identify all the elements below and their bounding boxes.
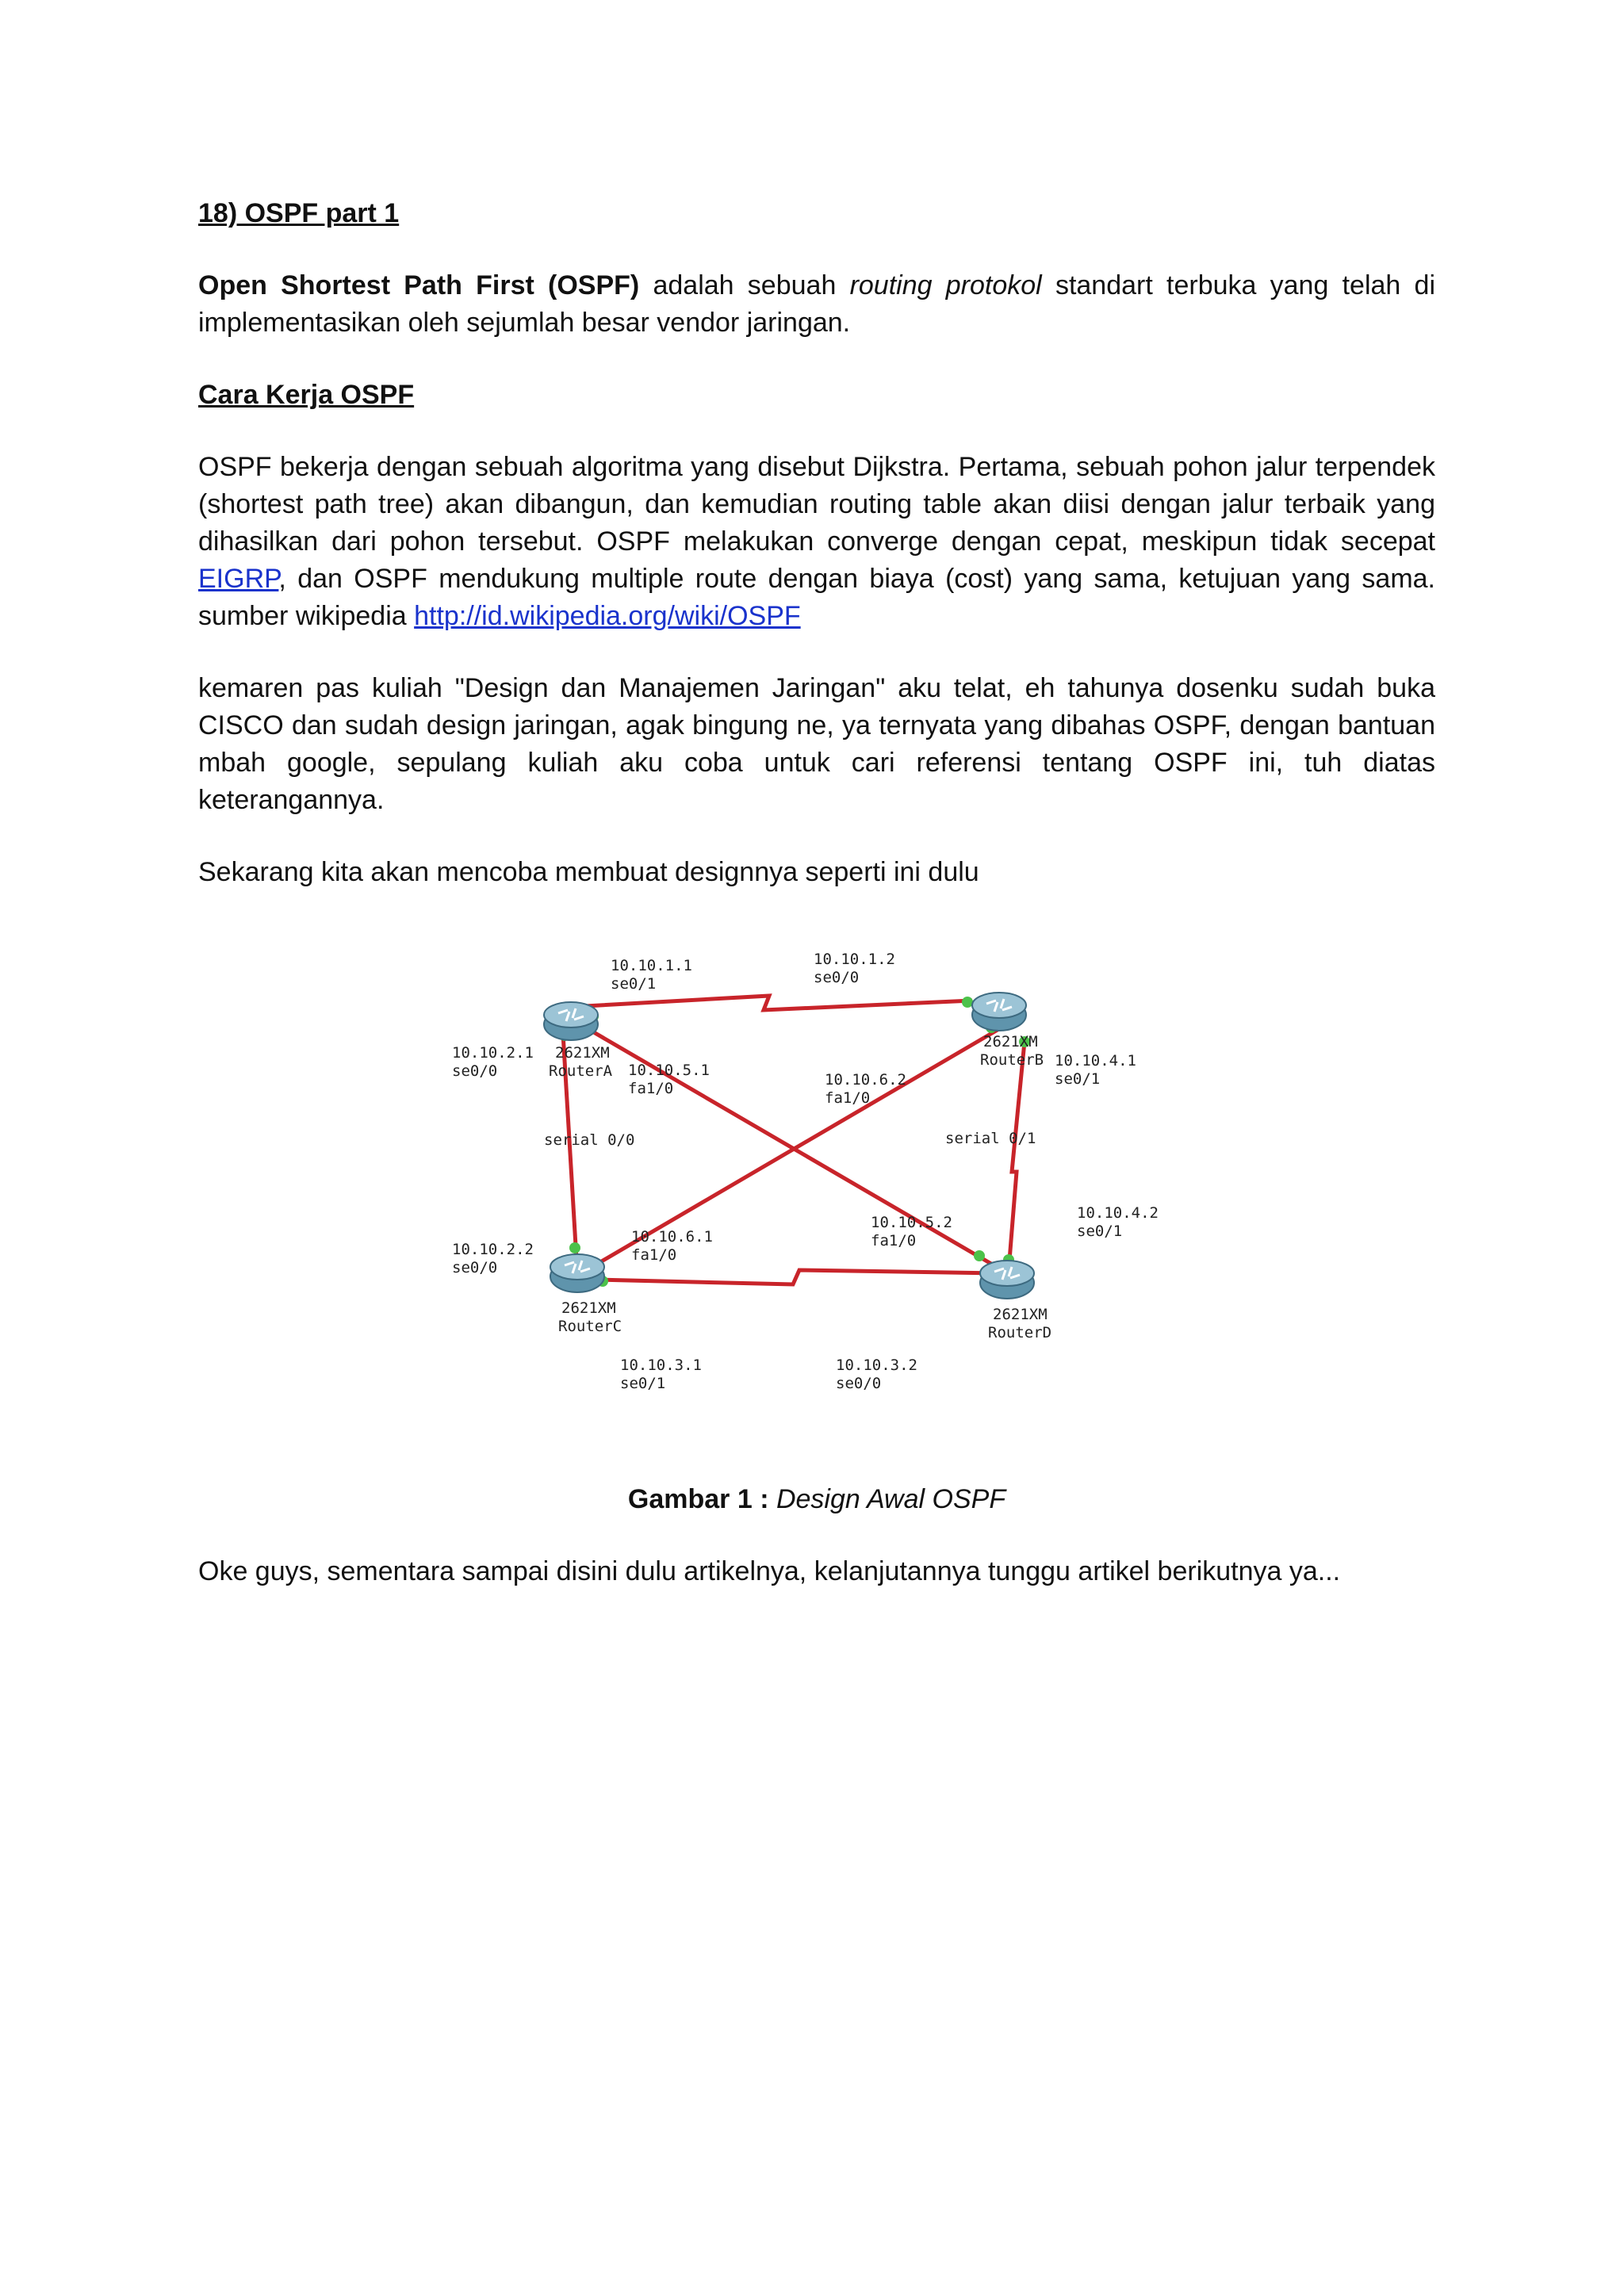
router-c-model: 2621XM xyxy=(561,1299,616,1317)
figure-caption xyxy=(198,1481,1435,1518)
ip-label: 10.10.3.2 xyxy=(836,1357,917,1374)
story-paragraph: kemaren pas kuliah "Design dan Manajemen Jaringan" aku telat, eh tahunya dosenku sudah buka CISCO dan sudah design jaringan, agak bingung ne, ya ternyata yang dibahas OSPF, dengan bantuan mbah google, sepulang kuliah aku coba untuk cari referensi tentang OSPF ini, tuh diatas keterangannya. xyxy=(198,673,1435,815)
router-a-model: 2621XM xyxy=(555,1044,610,1062)
port-dot xyxy=(569,1242,580,1253)
routing-protocol-term: routing protokol xyxy=(849,270,1042,300)
router-d-model: 2621XM xyxy=(993,1306,1048,1323)
network-figure xyxy=(198,939,1435,1462)
ip-label: 10.10.6.1 xyxy=(631,1228,713,1246)
router-b[interactable] xyxy=(972,993,1026,1031)
interface-label: se0/1 xyxy=(1055,1070,1101,1088)
intro-text-2: standart terbuka yang telah di implementasikan oleh sejumlah besar vendor jaringan. xyxy=(198,270,1435,338)
document-page xyxy=(198,195,1435,1625)
interface-label: se0/0 xyxy=(452,1259,498,1276)
interface-label: se0/0 xyxy=(814,969,860,986)
link-label: serial 0/0 xyxy=(544,1131,635,1149)
router-icon-top xyxy=(972,993,1026,1018)
eigrp-link[interactable]: EIGRP xyxy=(198,564,279,594)
ospf-term: Open Shortest Path First (OSPF) xyxy=(198,270,640,300)
caption-number: Gambar 1 : xyxy=(627,1484,776,1514)
how-text-1: OSPF bekerja dengan sebuah algoritma yang disebut Dijkstra. Pertama, sebuah pohon jalur terpendek (shortest path tree) akan dibangun, dan kemudian routing table akan diisi dengan jalur terbaik yang dihasilkan dari pohon tersebut. OSPF melakukan converge dengan cepat, meskipun tidak secepat xyxy=(198,452,1435,557)
interface-label: fa1/0 xyxy=(825,1089,871,1107)
interface-label: fa1/0 xyxy=(628,1080,674,1097)
ip-label: 10.10.6.2 xyxy=(825,1071,906,1089)
section-heading: Cara Kerja OSPF xyxy=(198,380,415,410)
interface-label: se0/0 xyxy=(452,1062,498,1080)
port-dot xyxy=(962,997,973,1008)
lead-in-paragraph: Sekarang kita akan mencoba membuat designnya seperti ini dulu xyxy=(198,857,979,887)
link-label: serial 0/1 xyxy=(945,1130,1036,1147)
link-b-d xyxy=(1009,1042,1025,1270)
intro-paragraph xyxy=(198,267,1435,342)
intro-text-1: adalah sebuah xyxy=(639,270,850,300)
closing-paragraph: Oke guys, sementara sampai disini dulu artikelnya, kelanjutannya tunggu artikel berikutnya ya... xyxy=(198,1556,1341,1586)
port-dot xyxy=(974,1250,985,1261)
ip-label: 10.10.5.1 xyxy=(628,1062,710,1079)
router-c[interactable] xyxy=(550,1254,604,1292)
ospf-topology-diagram xyxy=(452,939,1182,1462)
ip-label: 10.10.2.2 xyxy=(452,1241,534,1258)
router-icon-top xyxy=(544,1002,598,1027)
router-icon-top xyxy=(550,1254,604,1280)
router-d[interactable] xyxy=(980,1261,1034,1299)
wikipedia-link[interactable]: http://id.wikipedia.org/wiki/OSPF xyxy=(414,601,801,631)
router-icon-top xyxy=(980,1261,1034,1286)
ip-label: 10.10.1.1 xyxy=(611,957,692,974)
link-c-d xyxy=(595,1270,998,1284)
interface-label: fa1/0 xyxy=(871,1232,917,1249)
ip-label: 10.10.3.1 xyxy=(620,1357,702,1374)
router-a[interactable] xyxy=(544,1002,598,1040)
router-b-model: 2621XM xyxy=(983,1033,1038,1050)
router-a-name: RouterA xyxy=(549,1062,613,1080)
router-c-name: RouterC xyxy=(558,1318,622,1335)
how-it-works-paragraph xyxy=(198,449,1435,635)
caption-title: Design Awal OSPF xyxy=(776,1484,1006,1514)
ip-label: 10.10.4.1 xyxy=(1055,1052,1136,1070)
page-title: 18) OSPF part 1 xyxy=(198,198,400,228)
ip-label: 10.10.4.2 xyxy=(1077,1204,1159,1222)
router-b-name: RouterB xyxy=(980,1051,1044,1069)
interface-label: fa1/0 xyxy=(631,1246,677,1264)
interface-label: se0/1 xyxy=(620,1375,666,1392)
interface-label: se0/1 xyxy=(1077,1223,1123,1240)
link-a-b xyxy=(571,996,972,1010)
router-d-name: RouterD xyxy=(988,1324,1052,1341)
interface-label: se0/0 xyxy=(836,1375,882,1392)
ip-label: 10.10.1.2 xyxy=(814,951,895,968)
how-text-2: , dan OSPF mendukung multiple route dengan biaya (cost) yang sama, ketujuan yang sama. sumber wikipedia xyxy=(198,564,1435,631)
ip-label: 10.10.5.2 xyxy=(871,1214,952,1231)
ip-label: 10.10.2.1 xyxy=(452,1044,534,1062)
interface-label: se0/1 xyxy=(611,975,657,993)
